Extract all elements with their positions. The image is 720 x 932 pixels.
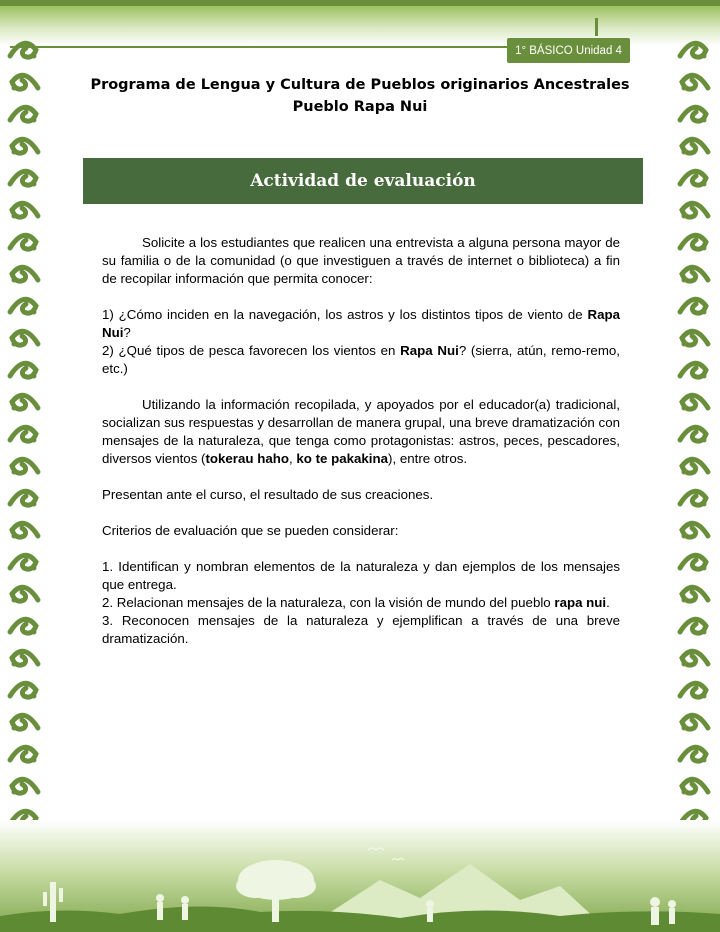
page-title: [0, 74, 720, 118]
landscape-illustration: [0, 820, 720, 932]
spiral-ornament-icon: [12, 459, 39, 474]
dramatization-paragraph: Utilizando la información recopilada, y apoyados por el educador(a) tradicional, socializan sus respuestas y desarrollan de manera grupal, una breve dramatización con mensajes de la naturaleza, que tenga como protagonistas: astros, peces, pescadores, diversos vientos (tokerau haho, ko te pakakina), entre otros.: [102, 397, 620, 466]
spiral-ornament-icon: [682, 267, 709, 282]
spiral-ornament-icon: [682, 331, 709, 346]
spiral-ornament-icon: [10, 235, 37, 250]
spiral-ornament-icon: [680, 747, 707, 762]
spiral-ornament-icon: [680, 43, 707, 58]
criterion-2: 2. Relacionan mensajes de la naturaleza, con la visión de mundo del pueblo rapa nui.: [102, 595, 610, 610]
section-title-bar: [83, 158, 643, 204]
spiral-ornament-icon: [680, 555, 707, 570]
question-2: 2) ¿Qué tipos de pesca favorecen los vientos en Rapa Nui? (sierra, atún, remo-remo, etc.): [102, 343, 620, 376]
spiral-ornament-icon: [682, 459, 709, 474]
spiral-ornament-icon: [12, 267, 39, 282]
spiral-ornament-icon: [12, 331, 39, 346]
spiral-ornament-icon: [682, 523, 709, 538]
spiral-ornament-icon: [680, 363, 707, 378]
spiral-ornament-icon: [12, 715, 39, 730]
spiral-ornament-icon: [12, 203, 39, 218]
spiral-ornament-icon: [10, 171, 37, 186]
spiral-ornament-icon: [12, 779, 39, 794]
page-title-line-2: Pueblo Rapa Nui: [292, 99, 428, 115]
criteria-heading: Criterios de evaluación que se pueden considerar:: [102, 523, 399, 538]
spiral-ornament-icon: [10, 299, 37, 314]
spiral-ornament-icon: [682, 651, 709, 666]
spiral-ornament-icon: [12, 587, 39, 602]
spiral-ornament-icon: [682, 395, 709, 410]
spiral-ornament-icon: [10, 363, 37, 378]
presentation-paragraph: Presentan ante el curso, el resultado de sus creaciones.: [102, 487, 434, 502]
spiral-ornament-icon: [680, 299, 707, 314]
unit-badge: 1° BÁSICO Unidad 4: [507, 38, 630, 63]
spiral-ornament-icon: [12, 651, 39, 666]
spiral-ornament-icon: [680, 491, 707, 506]
spiral-ornament-icon: [12, 523, 39, 538]
spiral-ornament-icon: [10, 491, 37, 506]
spiral-ornament-icon: [10, 619, 37, 634]
intro-paragraph: Solicite a los estudiantes que realicen una entrevista a alguna persona mayor de su familia o de la comunidad (o que investiguen a través de internet o biblioteca) a fin de recopilar información que permita conocer:: [102, 235, 620, 286]
spiral-ornament-icon: [682, 587, 709, 602]
spiral-ornament-icon: [680, 427, 707, 442]
left-ornament-border: [4, 24, 44, 830]
spiral-ornament-icon: [682, 779, 709, 794]
header-tick: [595, 18, 598, 36]
spiral-ornament-icon: [682, 715, 709, 730]
spiral-ornament-icon: [682, 139, 709, 154]
right-ornament-border: [674, 24, 714, 830]
spiral-ornament-icon: [682, 203, 709, 218]
spiral-ornament-icon: [10, 43, 37, 58]
spiral-ornament-icon: [680, 683, 707, 698]
activity-content: [102, 234, 620, 648]
spiral-ornament-icon: [10, 683, 37, 698]
section-title: Actividad de evaluación: [250, 171, 476, 191]
spiral-ornament-icon: [10, 427, 37, 442]
spiral-ornament-icon: [680, 171, 707, 186]
spiral-ornament-icon: [10, 555, 37, 570]
criterion-3: 3. Reconocen mensajes de la naturaleza y ejemplifican a través de una breve dramatización.: [102, 613, 620, 646]
spiral-ornament-icon: [12, 395, 39, 410]
question-1: 1) ¿Cómo inciden en la navegación, los astros y los distintos tipos de viento de Rapa Nui?: [102, 307, 620, 340]
spiral-ornament-icon: [680, 235, 707, 250]
page-title-line-1: Programa de Lengua y Cultura de Pueblos originarios Ancestrales: [90, 77, 630, 93]
criterion-1: 1. Identifican y nombran elementos de la naturaleza y dan ejemplos de los mensajes que entrega.: [102, 559, 620, 592]
spiral-ornament-icon: [10, 747, 37, 762]
spiral-ornament-icon: [680, 619, 707, 634]
spiral-ornament-icon: [12, 139, 39, 154]
